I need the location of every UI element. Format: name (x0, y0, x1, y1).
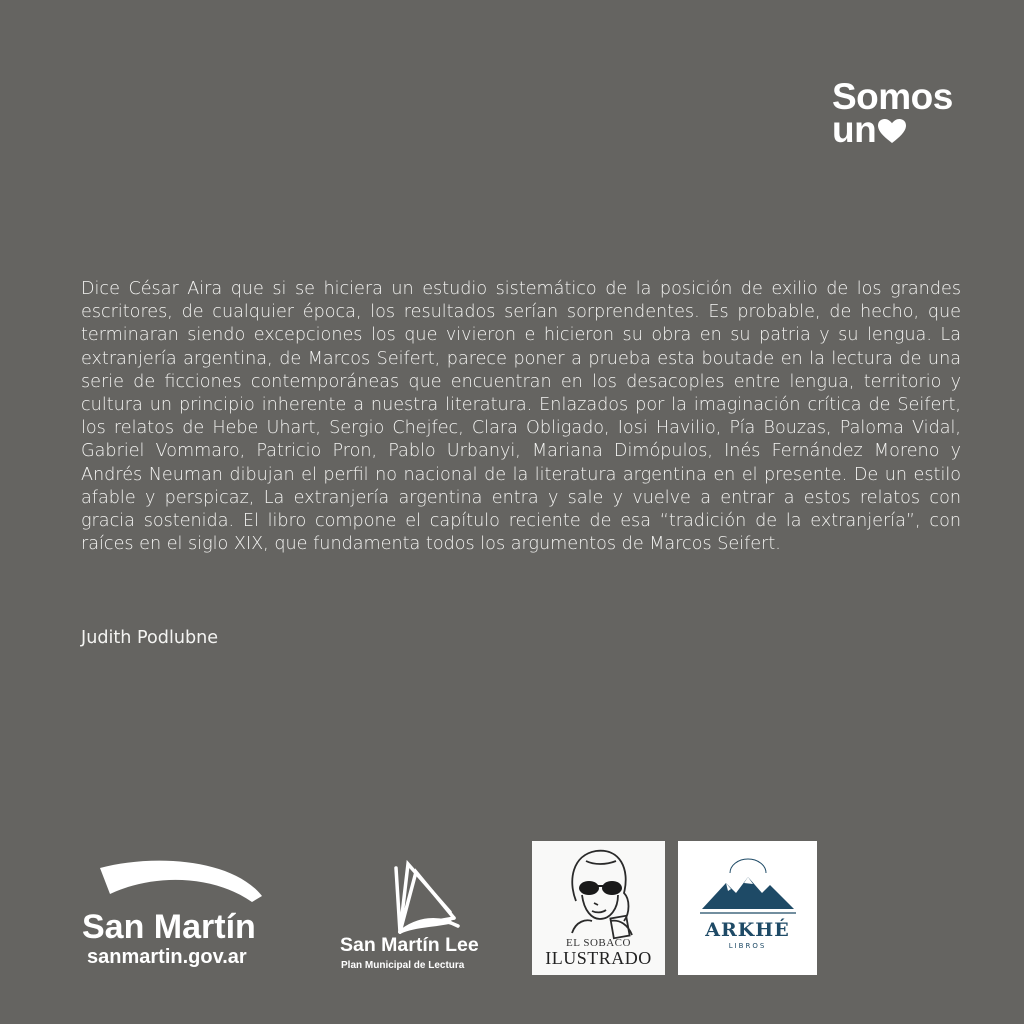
brand-line-2: un (832, 109, 877, 150)
san-martin-lee-title: San Martín Lee (340, 934, 479, 956)
sobaco-line-1: EL SOBACO (566, 937, 631, 949)
san-martin-name: San Martín (82, 908, 256, 946)
el-sobaco-ilustrado-logo (532, 841, 665, 975)
san-martin-arc-icon (82, 856, 282, 906)
mountain-icon (678, 841, 817, 919)
review-text (81, 278, 961, 556)
sobaco-line-2: ILUSTRADO (545, 948, 652, 968)
review-paragraph: Dice César Aira que si se hiciera un estudio sistemático de la posición de exilio de los grandes escritores, de cualquier época, los resultados serían sorprendentes. Es probable, de hecho, que terminaran siendo excepciones los que vivieron e hicieron su obra en su patria y su lengua. La extranjería argentina, de Marcos Seifert, parece poner a prueba esta boutade en la lectura de una serie de ficciones contemporáneas que encuentran en los desacoples entre lengua, territorio y cultura un principio inherente a nuestra literatura. Enlazados por la imaginación crítica de Seifert, los relatos de Hebe Uhart, Sergio Chejfec, Clara Obligado, Iosi Havilio, Pía Bouzas, Paloma Vidal, Gabriel Vommaro, Patricio Pron, Pablo Urbanyi, Mariana Dimópulos, Inés Fernández Moreno y Andrés Neuman dibujan el perfil no nacional de la literatura argentina en el presente. De un estilo afable y perspicaz, La extranjería argentina entra y sale y vuelve a entrar a estos relatos con gracia sostenida. El libro compone el capítulo reciente de esa “tradición de la extranjería”, con raíces en el siglo XIX, que fundamenta todos los argumentos de Marcos Seifert. (81, 279, 961, 555)
somos-uno-logo (832, 76, 972, 150)
open-book-icon (378, 860, 498, 935)
heart-icon (877, 118, 907, 144)
arkhe-libros-logo (678, 841, 817, 975)
san-martin-lee-logo (338, 860, 508, 975)
arkhe-sub: LIBROS (728, 942, 767, 950)
san-martin-lee-subtitle: Plan Municipal de Lectura (341, 960, 465, 971)
arkhe-name: ARKHÉ (705, 919, 790, 941)
san-martin-logo (82, 856, 282, 976)
author-signature: Judith Podlubne (81, 628, 219, 648)
sobaco-illustration (532, 841, 665, 941)
san-martin-url: sanmartin.gov.ar (87, 946, 247, 968)
brand-line-1: Somos (832, 76, 953, 117)
